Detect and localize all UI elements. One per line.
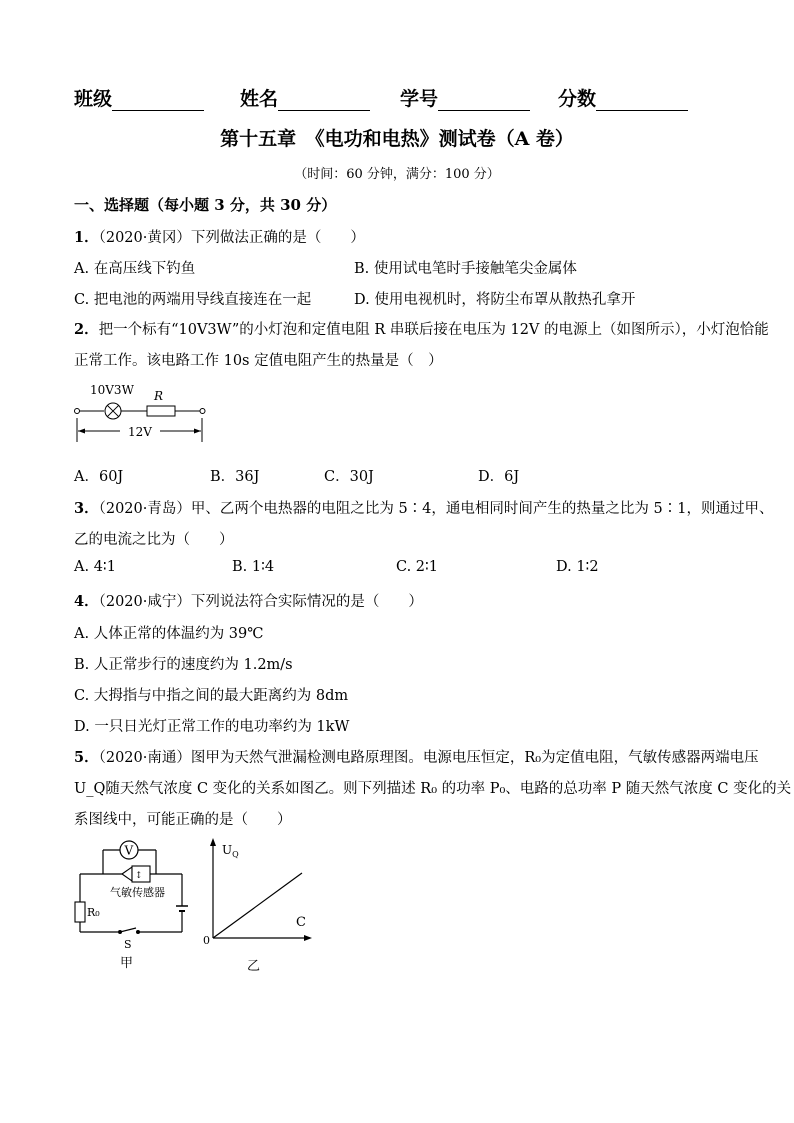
figure-yi-label: 乙	[247, 959, 261, 974]
question-3-line2: 乙的电流之比为（ ）	[74, 532, 234, 548]
voltmeter-label: V	[124, 843, 134, 858]
q4-option-c: C. 大拇指与中指之间的最大距离约为 8dm	[74, 688, 349, 704]
question-4	[74, 590, 423, 611]
section-heading: 一、选择题（每小题 3 分，共 30 分）	[74, 196, 337, 214]
switch-label: S	[124, 938, 132, 951]
page-title: 第十五章 《电功和电热》测试卷（A 卷）	[220, 128, 574, 150]
q1-option-a: A. 在高压线下钓鱼	[74, 261, 196, 277]
figure-jia-label: 甲	[120, 956, 134, 971]
class-field	[74, 84, 204, 111]
sensor-symbol	[122, 867, 132, 881]
question-text: （2020·青岛）甲、乙两个电热器的电阻之比为 5∶4，通电相同时间产生的热量之比为 5∶1，则通过甲、	[98, 501, 774, 517]
y-axis-label: $U_Q$	[222, 843, 239, 859]
q2-option-d: D．6J	[478, 469, 520, 485]
sensor-label: 气敏传感器	[110, 886, 165, 899]
question-text: 把一个标有“10V3W”的小灯泡和定值电阻 R 串联后接在电压为 12V 的电源上（如图所示），小灯泡恰能	[98, 322, 769, 338]
r0-resistor-symbol	[75, 902, 85, 922]
q1-option-b: B. 使用试电笔时手接触笔尖金属体	[354, 261, 577, 277]
question-number: 4．	[74, 593, 99, 610]
r0-label: R₀	[87, 906, 100, 919]
svg-text:↕: ↕	[135, 871, 143, 881]
name-blank[interactable]	[278, 90, 370, 111]
q4-option-a: A. 人体正常的体温约为 39℃	[74, 626, 264, 642]
score-field	[558, 84, 688, 111]
resistor-label: R	[154, 389, 164, 403]
question-3	[74, 497, 773, 518]
resistor-symbol	[147, 406, 175, 416]
name-field	[240, 84, 370, 111]
id-blank[interactable]	[438, 90, 530, 111]
q3-option-a: A. 4∶1	[74, 559, 116, 575]
q2-option-b: B．36J	[210, 469, 260, 485]
q1-option-d: D. 使用电视机时，将防尘布罩从散热孔拿开	[354, 292, 636, 308]
class-label: 班级	[74, 88, 113, 110]
id-field	[400, 84, 530, 111]
uq-line	[213, 873, 302, 938]
voltage-label: 12V	[128, 425, 152, 439]
class-blank[interactable]	[112, 90, 204, 111]
question-text: （2020·黄冈）下列做法正确的是（ ）	[98, 230, 365, 246]
page-subtitle: （时间：60 分钟，满分：100 分）	[294, 167, 500, 182]
question-5-line2: U_Q随天然气浓度 C 变化的关系如图乙。则下列描述 R₀ 的功率 P₀、电路的总功率 P 随天然气浓度 C 变化的关	[74, 781, 792, 797]
q5-figure-jia	[70, 836, 190, 976]
q2-option-c: C．30J	[324, 469, 374, 485]
q4-option-b: B. 人正常步行的速度约为 1.2m/s	[74, 657, 293, 673]
question-1	[74, 226, 365, 247]
q5-figure-yi	[198, 836, 316, 976]
name-label: 姓名	[240, 88, 279, 110]
question-5-line3: 系图线中，可能正确的是（ ）	[74, 812, 292, 828]
x-axis-label: C	[296, 915, 306, 930]
q4-option-d: D. 一只日光灯正常工作的电功率约为 1kW	[74, 719, 350, 735]
terminal-right	[200, 409, 205, 414]
question-2-line2: 正常工作。该电路工作 10s 定值电阻产生的热量是（ ）	[74, 353, 443, 369]
question-2	[74, 318, 769, 339]
question-number: 5．	[74, 749, 99, 766]
score-blank[interactable]	[596, 90, 688, 111]
origin-label: 0	[203, 934, 210, 947]
question-text: （2020·咸宁）下列说法符合实际情况的是（ ）	[98, 594, 423, 610]
question-number: 1．	[74, 229, 99, 246]
score-label: 分数	[558, 88, 597, 110]
q2-circuit-figure	[70, 378, 220, 448]
q1-option-c: C. 把电池的两端用导线直接连在一起	[74, 292, 312, 308]
lamp-label: 10V3W	[90, 383, 134, 397]
question-number: 3．	[74, 500, 99, 517]
question-text: （2020·南通）图甲为天然气泄漏检测电路原理图。电源电压恒定，R₀为定值电阻，气敏传感器两端电压	[98, 750, 759, 766]
q3-option-d: D. 1∶2	[556, 559, 599, 575]
id-label: 学号	[400, 88, 439, 110]
question-number: 2．	[74, 321, 99, 338]
q2-option-a: A．60J	[74, 469, 124, 485]
q3-option-b: B. 1∶4	[232, 559, 275, 575]
terminal-left	[75, 409, 80, 414]
q3-option-c: C. 2∶1	[396, 559, 439, 575]
question-5	[74, 746, 759, 767]
